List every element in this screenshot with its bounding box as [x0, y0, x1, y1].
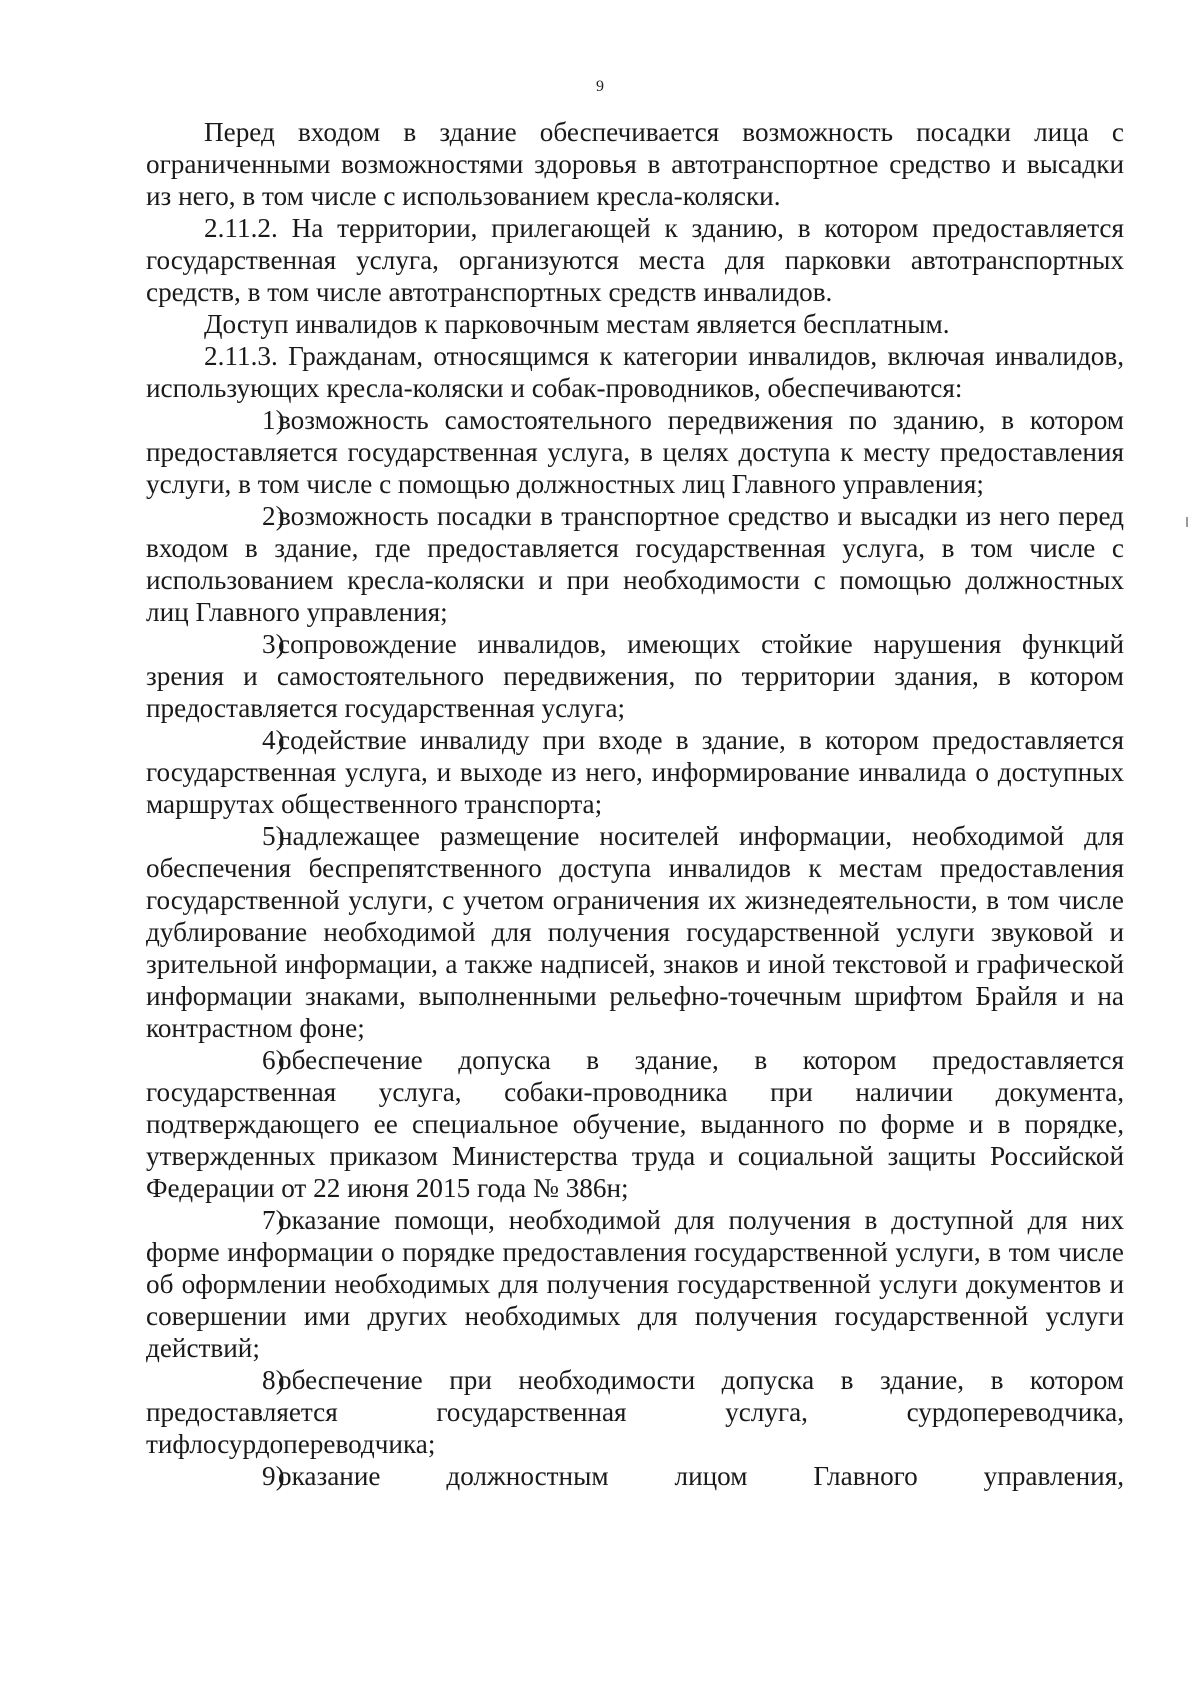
list-item-number: 8) [262, 1365, 285, 1395]
list-item-4 [146, 724, 1124, 820]
paragraph-text: 2.11.3. Гражданам, относящимся к категории инвалидов, включая инвалидов, использующих кресла-коляски и собак-проводников, обеспечиваются: [146, 341, 1124, 403]
paragraph [146, 116, 1124, 212]
list-item-8 [146, 1364, 1124, 1460]
list-item-6 [146, 1044, 1124, 1204]
list-item-text: оказание помощи, необходимой для получения в доступной для них форме информации о порядке предоставления государственной услуги, в том числе об оформлении необходимых для получения государственной услуги документов и совершении ими других необходимых для получения государственной услуги действий; [146, 1205, 1124, 1363]
list-item-text: сопровождение инвалидов, имеющих стойкие нарушения функций зрения и самостоятельного передвижения, по территории здания, в котором предоставляется государственная услуга; [146, 629, 1124, 723]
list-item-number: 6) [262, 1045, 285, 1075]
list-item-number: 7) [262, 1205, 285, 1235]
page-number: 9 [596, 78, 604, 95]
list-item-text: оказание должностным лицом Главного управления, [278, 1461, 1124, 1491]
list-item-5 [146, 820, 1124, 1044]
list-item-number: 9) [262, 1461, 285, 1491]
list-item-text: возможность самостоятельного передвижения по зданию, в котором предоставляется государственная услуга, в целях доступа к месту предоставления услуги, в том числе с помощью должностных лиц Главного управления; [146, 405, 1124, 499]
scan-artifact [1186, 517, 1188, 527]
list-item-9 [146, 1460, 1124, 1492]
list-item-text: обеспечение допуска в здание, в котором предоставляется государственная услуга, собаки-проводника при наличии документа, подтверждающего ее специальное обучение, выданного по форме и в порядке, утвержденных приказом Министерства труда и социальной защиты Российской Федерации от 22 июня 2015 года № 386н; [146, 1045, 1124, 1203]
list-item-3 [146, 628, 1124, 724]
paragraph-2-11-2 [146, 212, 1124, 308]
list-item-number: 2) [262, 501, 285, 531]
list-item-text: обеспечение при необходимости допуска в здание, в котором предоставляется государственная услуга, сурдопереводчика, тифлосурдопереводчика; [146, 1365, 1124, 1459]
paragraph [146, 308, 1124, 340]
list-item-1 [146, 404, 1124, 500]
list-item-2 [146, 500, 1124, 628]
list-item-text: возможность посадки в транспортное средство и высадки из него перед входом в здание, где предоставляется государственная услуга, в том числе с использованием кресла-коляски и при необходимости с помощью должностных лиц Главного управления; [146, 501, 1124, 627]
list-item-7 [146, 1204, 1124, 1364]
list-item-number: 5) [262, 821, 285, 851]
list-item-number: 1) [262, 405, 285, 435]
list-item-number: 4) [262, 725, 285, 755]
list-item-number: 3) [262, 629, 285, 659]
paragraph-text: 2.11.2. На территории, прилегающей к зданию, в котором предоставляется государственная услуга, организуются места для парковки автотранспортных средств, в том числе автотранспортных средств инвалидов. [146, 213, 1124, 307]
paragraph-2-11-3 [146, 340, 1124, 404]
list-item-text: надлежащее размещение носителей информации, необходимой для обеспечения беспрепятственного доступа инвалидов к местам предоставления государственной услуги, с учетом ограничения их жизнедеятельности, в том числе дублирование необходимой для получения государственной услуги звуковой и зрительной информации, а также надписей, знаков и иной текстовой и графической информации знаками, выполненными рельефно-точечным шрифтом Брайля и на контрастном фоне; [146, 821, 1124, 1043]
paragraph-text: Перед входом в здание обеспечивается возможность посадки лица с ограниченными возможностями здоровья в автотранспортное средство и высадки из него, в том числе с использованием кресла-коляски. [146, 117, 1124, 211]
paragraph-text: Доступ инвалидов к парковочным местам является бесплатным. [204, 309, 950, 339]
document-body [146, 116, 1124, 1492]
list-item-text: содействие инвалиду при входе в здание, в котором предоставляется государственная услуга, и выходе из него, информирование инвалида о доступных маршрутах общественного транспорта; [146, 725, 1124, 819]
